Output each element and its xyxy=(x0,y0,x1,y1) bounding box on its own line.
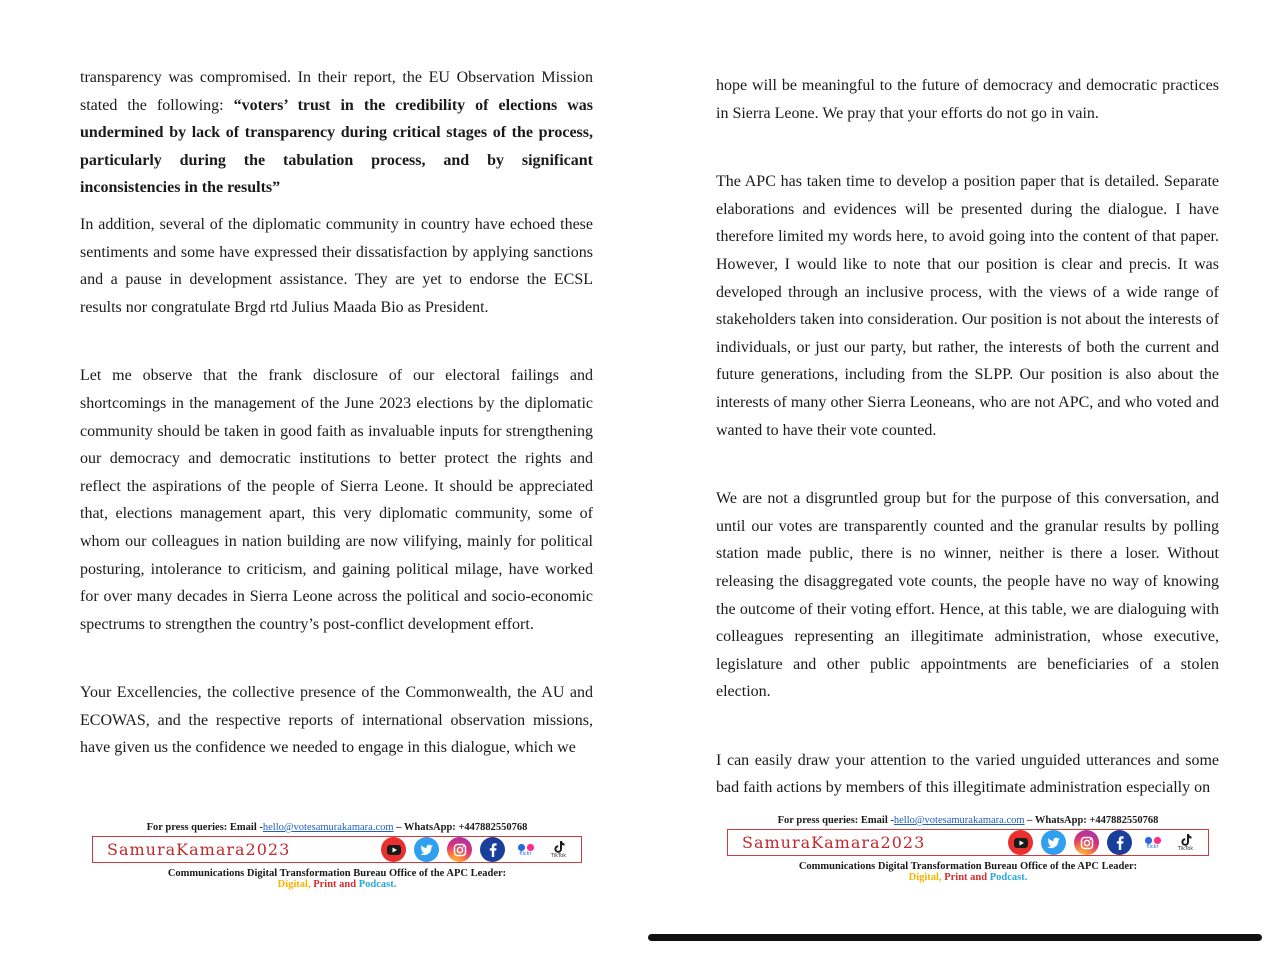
social-banner xyxy=(92,836,582,863)
flickr-caption: flickr xyxy=(1146,843,1159,850)
social-icons xyxy=(381,837,571,862)
paragraph: In addition, several of the diplomatic community in country have echoed these sentiments and some have expressed their dissatisfaction by applying sanctions and a pause in development assistance. They are yet to endorse the ECSL results nor congratulate Brgd rtd Julius Maada Bio as President. xyxy=(80,215,593,316)
tiktok-icon[interactable] xyxy=(546,837,571,862)
page-body xyxy=(80,64,593,762)
media-line: Digital, Print and Podcast. xyxy=(277,879,397,890)
paragraph: I can easily draw your attention to the varied unguided utterances and some bad faith actions by members of this illegitimate administration especially on xyxy=(716,751,1219,797)
paragraph: Let me observe that the frank disclosure of our electoral failings and shortcomings in the management of the June 2023 elections by the diplomatic community should be taken in good faith as invaluable inputs for strengthening our democracy and democratic institutions to better protect the rights and reflect the aspirations of the people of Sierra Leone. It should be appreciated that, elections management apart, this very diplomatic community, some of whom our colleagues in nation building are now vilifying, mainly for political posturing, intolerance to criticism, and gaining political milage, have worked for over many decades in Sierra Leone across the political and socio-economic spectrums to strengthen the country’s post-conflict development effort. xyxy=(80,367,593,633)
tiktok-caption: TikTok xyxy=(550,853,567,859)
press-queries: For press queries: Email -hello@votesamurakamara.com – WhatsApp: +447882550768 xyxy=(777,815,1159,826)
brand-name: SamuraKamara2023 xyxy=(107,840,291,859)
twitter-icon[interactable] xyxy=(1041,830,1066,855)
document-page-right xyxy=(648,0,1280,932)
flickr-caption: flickr xyxy=(519,850,532,857)
page-body xyxy=(716,72,1219,802)
paragraph: We are not a disgruntled group but for the purpose of this conversation, and until our votes are transparently counted and the granular results by polling station made public, there is no winner, neither is there a loser. Without releasing the disaggregated vote counts, the people have no way of knowing the outcome of their voting effort. Hence, at this table, we are dialoguing with colleagues representing an illegitimate administration, whose executive, legislature and other public appointments are beneficiaries of a stolen election. xyxy=(716,490,1219,701)
email-link[interactable]: hello@votesamurakamara.com xyxy=(262,822,394,833)
page-footer xyxy=(727,815,1209,883)
page-footer xyxy=(92,822,582,890)
tiktok-caption: TikTok xyxy=(1177,846,1194,852)
paragraph-text: transparency was compromised. In their report, the EU Observation Mission stated the following: xyxy=(80,69,593,114)
tiktok-icon[interactable] xyxy=(1173,830,1198,855)
instagram-icon[interactable] xyxy=(447,837,472,862)
facebook-icon[interactable] xyxy=(480,837,505,862)
twitter-icon[interactable] xyxy=(414,837,439,862)
bureau-line: Communications Digital Transformation Bureau Office of the APC Leader: xyxy=(798,861,1138,872)
paragraph: hope will be meaningful to the future of democracy and democratic practices in Sierra Leone. We pray that your efforts do not go in vain. xyxy=(716,77,1219,122)
youtube-icon[interactable] xyxy=(1008,830,1033,855)
page-edge-shadow xyxy=(648,934,1262,941)
brand-name: SamuraKamara2023 xyxy=(742,833,926,852)
social-banner xyxy=(727,829,1209,856)
email-link[interactable]: hello@votesamurakamara.com xyxy=(893,815,1025,826)
social-icons xyxy=(1008,830,1198,855)
press-queries: For press queries: Email -hello@votesamurakamara.com – WhatsApp: +447882550768 xyxy=(146,822,528,833)
paragraph: The APC has taken time to develop a position paper that is detailed. Separate elaborations and evidences will be presented during the dialogue. I have therefore limited my words here, to avoid going into the content of that paper. However, I would like to note that our position is clear and precis. It was developed through an inclusive process, with the views of a wide range of stakeholders taken into consideration. Our position is not about the interests of individuals, or just our party, but rather, the interests of both the current and future generations, including from the SLPP. Our position is also about the interests of many other Sierra Leoneans, who are not APC, and who voted and wanted to have their vote counted. xyxy=(716,173,1220,439)
paragraph xyxy=(80,64,593,202)
instagram-icon[interactable] xyxy=(1074,830,1099,855)
facebook-icon[interactable] xyxy=(1107,830,1132,855)
youtube-icon[interactable] xyxy=(381,837,406,862)
eu-quote: “voters’ trust in the credibility of elections was undermined by lack of transparency during critical stages of the process, particularly during the tabulation process, and by significant inconsistencies in the results” xyxy=(80,96,594,197)
media-line: Digital, Print and Podcast. xyxy=(908,872,1028,883)
paragraph: Your Excellencies, the collective presence of the Commonwealth, the AU and ECOWAS, and the respective reports of international observation missions, have given us the confidence we needed to engage in this dialogue, which we xyxy=(80,684,593,757)
bureau-line: Communications Digital Transformation Bureau Office of the APC Leader: xyxy=(167,868,507,879)
flickr-icon[interactable] xyxy=(1140,830,1165,855)
flickr-icon[interactable] xyxy=(513,837,538,862)
